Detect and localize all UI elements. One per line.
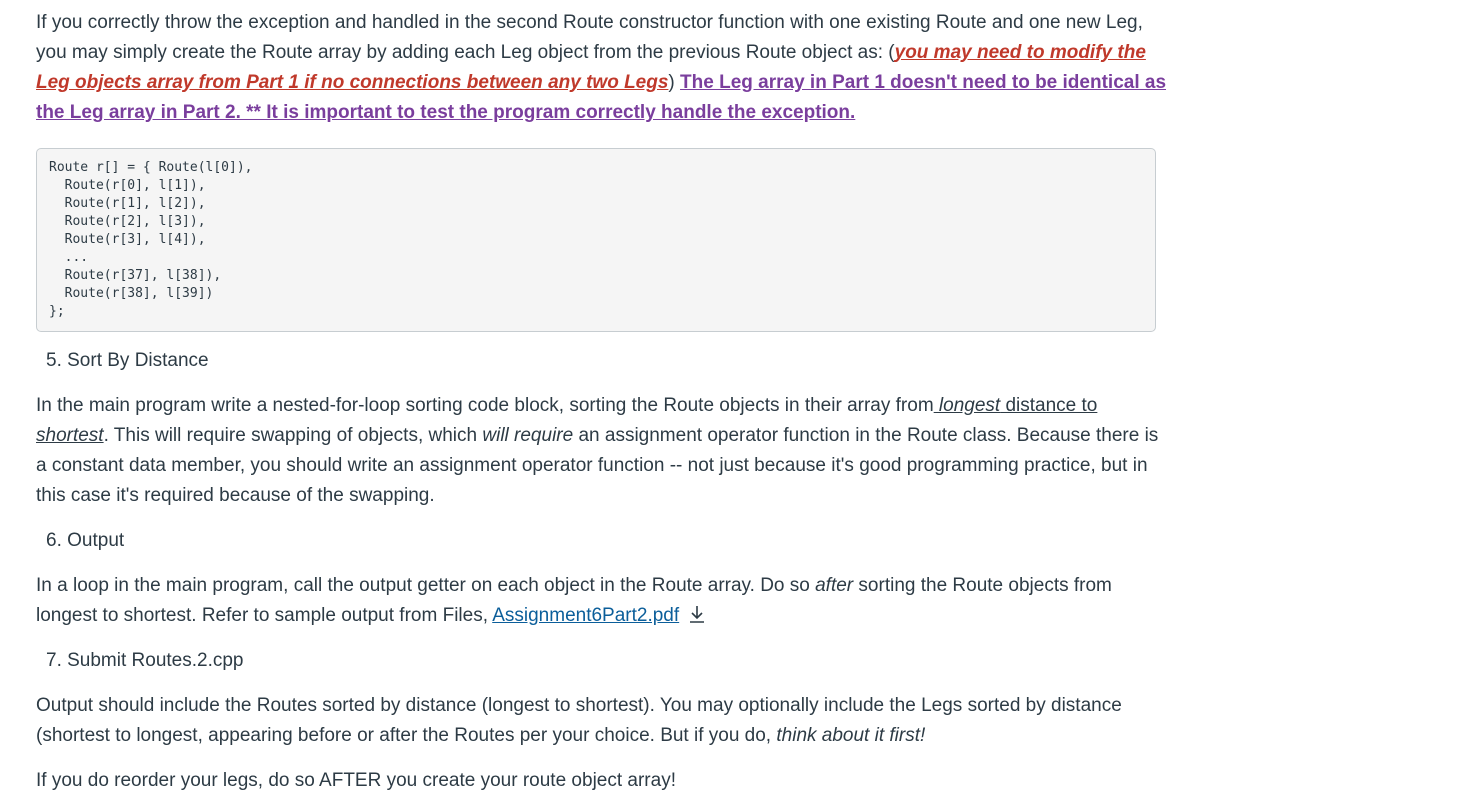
code-line: Route(r[1], l[2]), [49, 196, 206, 211]
longest-emphasis: longest [933, 395, 1001, 416]
after-emphasis: after [815, 575, 854, 596]
step-5-text: In the main program write a nested-for-loop sorting code block, sorting the Route objects in their array from [36, 395, 934, 416]
intro-paragraph [36, 8, 1170, 128]
assignment-content [36, 8, 1170, 796]
step-5-text-3: an assignment operator function in the Route class. Because there is a constant data member, you should write an assignment operator function -- not just because it's good programming practice, but in this case it's required because of the swapping. [36, 425, 1159, 506]
step-6-paragraph [36, 571, 1170, 631]
step-5-paragraph [36, 391, 1170, 511]
code-line: Route(r[37], l[38]), [49, 268, 222, 283]
step-5-heading: 5. Sort By Distance [46, 350, 209, 371]
reorder-note: If you do reorder your legs, do so AFTER you create your route object array! [36, 770, 676, 791]
intro-text: If you correctly throw the exception and handled in the second Route constructor function with one existing Route and one new Leg, you may simply create the Route array by adding each Leg object from the previous Route object as: ( [36, 12, 1143, 63]
code-line: ... [49, 250, 89, 265]
code-line: Route(r[0], l[1]), [49, 178, 206, 193]
shortest-emphasis: shortest [36, 425, 104, 446]
exception-note: The Leg array in Part 1 doesn't need to be identical as the Leg array in Part 2. ** It is important to test the program correctly handle the exception. [36, 72, 1167, 123]
intro-text-2: ) [668, 72, 681, 93]
step-7-text: Output should include the Routes sorted by distance (longest to shortest). You may optionally include the Legs sorted by distance (shortest to longest, appearing before or after the Routes per your choice. But if you do, [36, 695, 1122, 746]
will-require-emphasis: will require [482, 425, 574, 446]
code-block [36, 148, 1156, 332]
step-6-text-2: sorting the Route objects from longest to shortest. Refer to sample output from Files, [36, 575, 1112, 626]
modify-legs-note: you may need to modify the Leg objects array from Part 1 if no connections between any two Legs [36, 42, 1146, 93]
sample-output-file-link[interactable]: Assignment6Part2.pdf [492, 605, 680, 626]
code-line: Route(r[38], l[39]) [49, 286, 214, 301]
step-6-heading: 6. Output [46, 530, 125, 551]
distance-to-emphasis: distance to [1000, 395, 1098, 416]
step-5-text-2: . This will require swapping of objects, which [103, 425, 483, 446]
code-line: }; [49, 304, 65, 319]
code-line: Route(r[2], l[3]), [49, 214, 206, 229]
download-icon[interactable] [687, 604, 707, 624]
code-line: Route r[] = { Route(l[0]), [49, 160, 253, 175]
step-7-heading: 7. Submit Routes.2.cpp [46, 650, 244, 671]
think-emphasis: think about it first! [776, 725, 926, 746]
step-7-paragraph [36, 691, 1170, 751]
step-6-text: In a loop in the main program, call the output getter on each object in the Route array. Do so [36, 575, 816, 596]
code-line: Route(r[3], l[4]), [49, 232, 206, 247]
